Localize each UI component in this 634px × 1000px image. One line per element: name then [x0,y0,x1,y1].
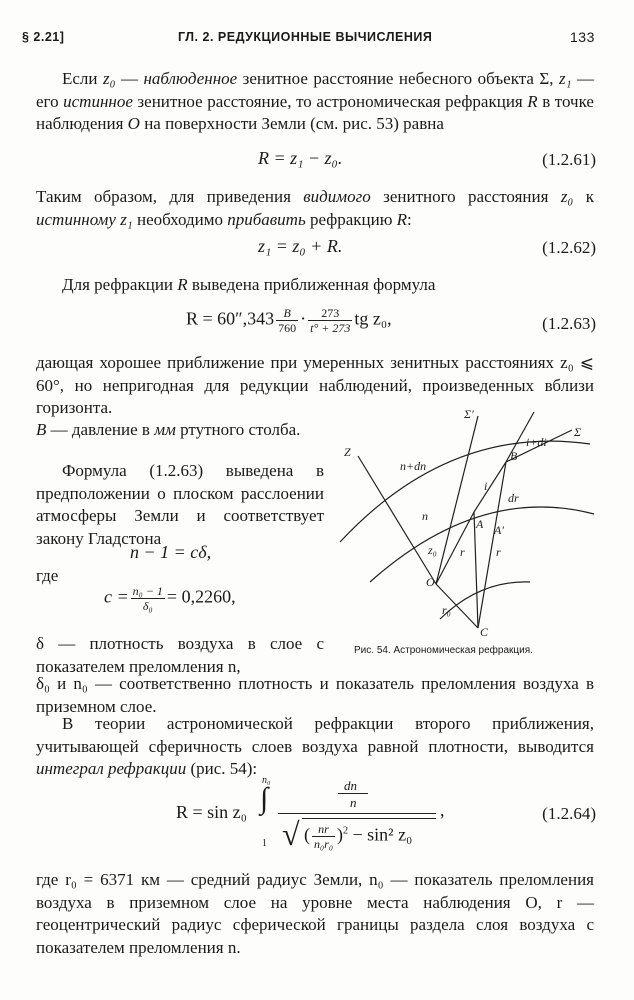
integral-sign: ∫ [260,782,269,815]
paragraph-9: В теории астрономической рефракции второго приближения, учитывающей сферичность слоев воздуха равной плотности, выводится интеграл рефракции (рис. 54): [36,714,594,778]
label-z0: z₀ [428,543,437,557]
label-i-plus-di: i+di [526,435,547,449]
running-head-section: § 2.21] [22,30,65,44]
sqrt-sign: √ [282,816,300,852]
ray-o-a [436,512,474,584]
running-head-chapter: ГЛ. 2. РЕДУКЦИОННЫЕ ВЫЧИСЛЕНИЯ [178,30,433,44]
refraction-diagram [330,404,596,640]
integral-lower: 1 [262,838,267,849]
equation-number-62: (1.2.62) [542,238,596,257]
paragraph-4: дающая хорошее приближение при умеренных зенитных расстояниях z₀ ⩽ 60°, но непригодная для редукции наблюдений, произведенных вблизи горизонта. [36,353,594,417]
paragraph-1: Если z₀ — наблюденное зенитное расстояние небесного объекта Σ, z₁ — его истинное зенитное расстояние, то астрономическая рефракция R в точке наблюдения O на поверхности Земли (см. рис. 53) равна [36,69,595,133]
label-z: Z [344,445,351,459]
label-a-prime: A′ [494,523,504,537]
label-i: i [484,479,488,493]
integral-upper: n₀ [262,775,271,786]
paragraph-8: δ₀ и n₀ — соответственно плотность и показатель преломления воздуха в приземном слое. [36,674,594,716]
integrand-n: n [350,795,357,810]
label-c: C [480,625,489,639]
label-o: O [426,575,435,589]
page-number: 133 [570,29,595,45]
outer-layer-arc [340,441,590,542]
equation-number-64: (1.2.64) [542,804,596,823]
equation-number-61: (1.2.61) [542,150,596,169]
paragraph-10: где r₀ = 6371 км — средний радиус Земли, n₀ — показатель преломления воздуха в приземном слое на уровне места наблюдения O, r — геоцентрический радиус сферической границы раздела слоя воздуха с показателем преломления n. [36,870,594,957]
integrand-main-bar [278,813,436,814]
label-r0: r₀ [442,603,451,617]
equation-1-2-62: z₁ = z₀ + R. [258,236,343,256]
paragraph-5: B — давление в мм ртутного столба. [36,420,301,439]
equation-1-2-63: R = 60″,343 $\frac{B}{760}$ · $\frac{273}{t^\circ + 273}$ tg z₀, [186,306,392,335]
label-r-2: r [496,545,501,559]
equation-1-2-61: R = z₁ − z₀. [258,148,343,168]
gladstone-law: n − 1 = cδ, [130,542,212,562]
apparent-direction [436,416,478,584]
figure-caption: Рис. 54. Астрономическая рефракция. [354,645,533,656]
paragraph-6: Формула (1.2.63) выведена в предположении о плоском расслоении атмосферы Земли и соответствует закону Гладстона [36,461,324,548]
where-label: где [36,566,59,585]
equation-comma: , [440,800,445,820]
equation-c: c = $\frac{\text{n₀ − 1}}{\text{δ₀}}$ = 0,2260, [104,584,236,613]
integrand-inner-bar [338,793,368,794]
sqrt-bar [302,818,436,819]
label-sigma: Σ [574,425,582,439]
label-sigma-prime: Σ′ [464,407,474,421]
paragraph-7: δ — плотность воздуха в слое с показателем преломления n, [36,634,324,676]
label-r-1: r [460,545,465,559]
paragraph-2: Таким образом, для приведения видимого зенитного расстояния z₀ к истинному z₁ необходимо прибавить рефракцию R: [36,187,594,229]
label-dr: dr [508,491,519,505]
label-b: B [510,449,518,463]
radius-c-b [478,462,506,628]
label-a: A [476,517,484,531]
equation-lhs: R = sin z₀ [176,802,247,822]
integrand-dn: dn [344,778,357,793]
equation-number-63: (1.2.63) [542,314,596,333]
sqrt-content: ( $\frac{nr}{\text{n₀r₀}}$ )$^2$ − sin² z₀ [304,822,413,851]
label-n: n [422,509,428,523]
paragraph-3: Для рефракции R выведена приближенная формула [62,275,436,294]
label-n-plus-dn: n+dn [400,459,427,473]
